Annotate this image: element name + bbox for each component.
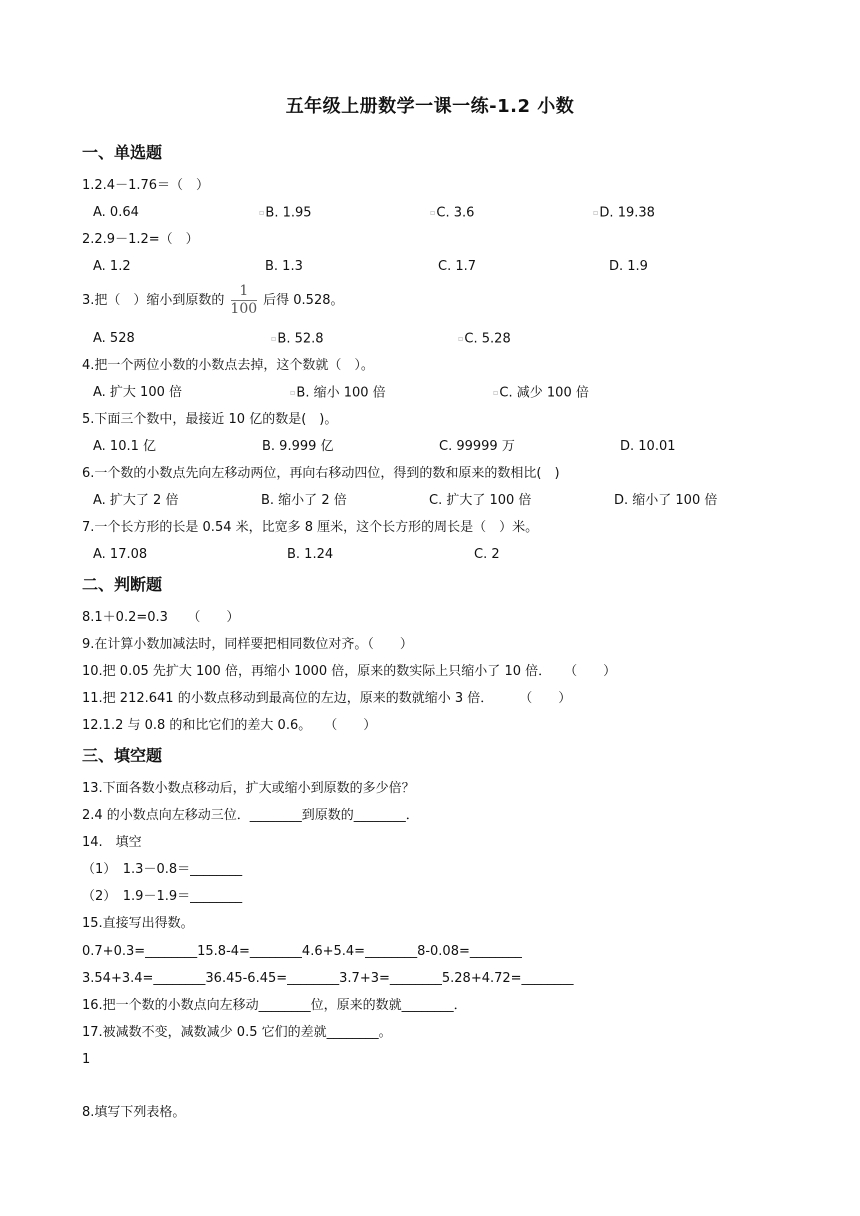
- question-5-option-a: A. 10.1 亿: [93, 439, 157, 454]
- question-6-option-a: A. 扩大了 2 倍: [93, 493, 179, 508]
- fill-question-16: 16.把一个数的小数点向左移动________位，原来的数就________．: [82, 998, 467, 1013]
- option-marker-icon: ▫: [259, 208, 265, 217]
- question-1-stem: 1.2.4－1.76＝（ ）: [82, 178, 210, 193]
- judge-question-11: 11.把 212.641 的小数点移动到最高位的左边，原来的数就缩小 3 倍． （ ）: [82, 691, 572, 706]
- question-4-option-a: A. 扩大 100 倍: [93, 385, 183, 400]
- question-3-option-b: ▫B. 52.8: [271, 331, 324, 347]
- fill-question-15-row-1: 0.7+0.3=________15.8-4=________4.6+5.4=________8-0.08=________: [82, 944, 522, 959]
- question-1-option-d: ▫D. 19.38: [593, 205, 655, 221]
- option-marker-icon: ▫: [458, 334, 464, 343]
- question-7-option-b: B. 1.24: [287, 547, 334, 562]
- fill-question-13-item: 2.4 的小数点向左移动三位．________到原数的________．: [82, 808, 419, 823]
- question-4-option-b: ▫B. 缩小 100 倍: [290, 385, 386, 401]
- question-1-option-a: A. 0.64: [93, 205, 139, 220]
- question-5-option-c: C. 99999 万: [439, 439, 515, 454]
- fill-question-18: 8.填写下列表格。: [82, 1105, 186, 1120]
- question-7-option-a: A. 17.08: [93, 547, 148, 562]
- judge-question-8: 8.1＋0.2=0.3 （ ）: [82, 610, 240, 625]
- question-5-option-d: D. 10.01: [620, 439, 676, 454]
- question-6-option-c: C. 扩大了 100 倍: [429, 493, 532, 508]
- section-heading-true-false: 二、判断题: [82, 575, 163, 594]
- question-7-stem: 7.一个长方形的长是 0.54 米，比宽多 8 厘米，这个长方形的周长是（ ）米。: [82, 520, 539, 535]
- question-5-stem: 5.下面三个数中，最接近 10 亿的数是( )。: [82, 412, 338, 427]
- question-4-stem: 4.把一个两位小数的小数点去掉，这个数就（ ）。: [82, 358, 374, 373]
- fill-question-14-item-2: （2） 1.9－1.9＝________: [82, 889, 243, 904]
- question-3-option-a: A. 528: [93, 331, 135, 346]
- question-2-option-b: B. 1.3: [265, 259, 303, 274]
- judge-question-9: 9.在计算小数加减法时，同样要把相同数位对齐。（ ）: [82, 637, 413, 652]
- judge-question-12: 12.1.2 与 0.8 的和比它们的差大 0.6。 （ ）: [82, 718, 377, 733]
- fill-question-17: 17.被减数不变，减数减少 0.5 它们的差就________。: [82, 1025, 392, 1040]
- option-marker-icon: ▫: [271, 334, 277, 343]
- question-3-stem: 3.把（ ）缩小到原数的 $\frac{1}{100}$ 后得 0.528。: [82, 283, 344, 317]
- question-6-stem: 6.一个数的小数点先向左移动两位，再向右移动四位，得到的数和原来的数相比( ): [82, 466, 560, 481]
- option-marker-icon: ▫: [593, 208, 599, 217]
- fill-question-18-fragment: 1: [82, 1052, 91, 1067]
- question-2-option-a: A. 1.2: [93, 259, 131, 274]
- question-6-option-d: D. 缩小了 100 倍: [614, 493, 718, 508]
- question-5-option-b: B. 9.999 亿: [262, 439, 334, 454]
- question-2-option-d: D. 1.9: [609, 259, 648, 274]
- question-7-option-c: C. 2: [474, 547, 500, 562]
- judge-question-10: 10.把 0.05 先扩大 100 倍，再缩小 1000 倍，原来的数实际上只缩小了 10 倍． （ ）: [82, 664, 617, 679]
- question-1-option-b: ▫B. 1.95: [259, 205, 312, 221]
- option-marker-icon: ▫: [290, 388, 296, 397]
- question-4-option-c: ▫C. 减少 100 倍: [493, 385, 589, 401]
- fill-question-15-row-2: 3.54+3.4=________36.45-6.45=________3.7+3=________5.28+4.72=________: [82, 971, 574, 986]
- fraction-one-hundredth: $\frac{1}{100}$: [230, 283, 258, 317]
- fill-question-14: 14. 填空: [82, 835, 142, 850]
- fill-question-15: 15.直接写出得数。: [82, 916, 194, 931]
- section-heading-single-choice: 一、单选题: [82, 143, 163, 162]
- page-title: 五年级上册数学一课一练-1.2 小数: [285, 96, 575, 117]
- question-2-option-c: C. 1.7: [438, 259, 477, 274]
- fill-question-13: 13.下面各数小数点移动后，扩大或缩小到原数的多少倍？: [82, 781, 415, 796]
- question-1-option-c: ▫C. 3.6: [430, 205, 475, 221]
- section-heading-fill-blank: 三、填空题: [82, 746, 163, 765]
- question-3-option-c: ▫C. 5.28: [458, 331, 511, 347]
- question-6-option-b: B. 缩小了 2 倍: [261, 493, 347, 508]
- question-2-stem: 2.2.9－1.2=（ ）: [82, 232, 199, 247]
- option-marker-icon: ▫: [430, 208, 436, 217]
- option-marker-icon: ▫: [493, 388, 499, 397]
- fill-question-14-item-1: （1） 1.3－0.8＝________: [82, 862, 243, 877]
